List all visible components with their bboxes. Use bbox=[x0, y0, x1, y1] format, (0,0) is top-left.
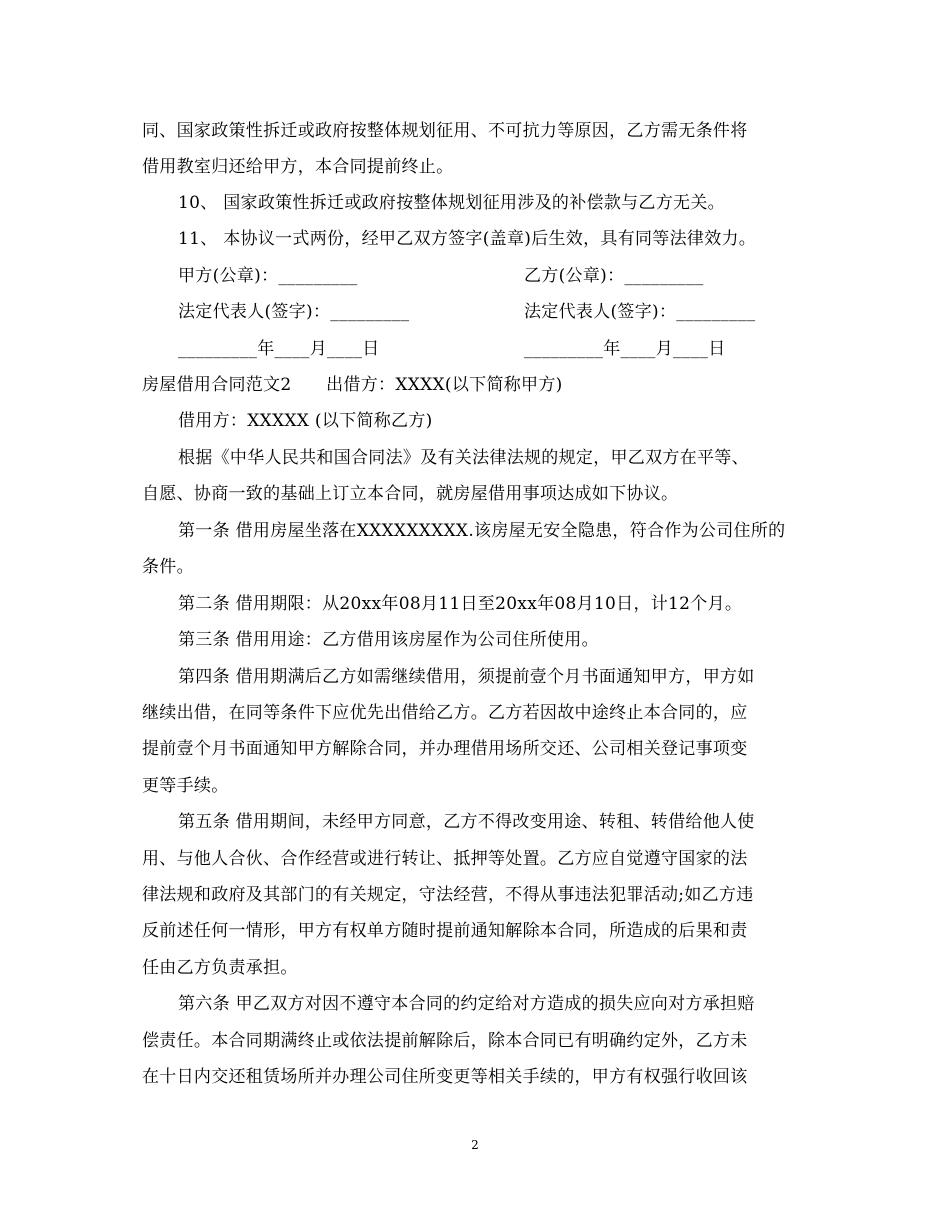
paragraph-line: 更等手续。 bbox=[142, 776, 229, 796]
page-number: 2 bbox=[471, 1138, 479, 1152]
paragraph-line: 反前述任何一情形，甲方有权单方随时提前通知解除本合同，所造成的后果和责 bbox=[142, 921, 748, 941]
paragraph-line: 继续出借，在同等条件下应优先出借给乙方。乙方若因故中途终止本合同的，应 bbox=[142, 703, 748, 723]
paragraph-line: 任由乙方负责承担。 bbox=[142, 958, 298, 978]
paragraph-line: 在十日内交还租赁场所并办理公司住所变更等相关手续的，甲方有权强行收回该 bbox=[142, 1067, 748, 1087]
paragraph-line: 根据《中华人民共和国合同法》及有关法律法规的规定，甲乙双方在平等、 bbox=[178, 448, 749, 468]
paragraph-line: 条件。 bbox=[142, 557, 194, 577]
article-4: 第四条 借用期满后乙方如需继续借用，须提前壹个月书面通知甲方，甲方如 bbox=[178, 667, 755, 687]
paragraph-line: 同、国家政策性拆迁或政府按整体规划征用、不可抗力等原因，乙方需无条件将 bbox=[142, 121, 748, 141]
party-a-date: _________年____月____日 bbox=[178, 339, 380, 359]
party-b-seal: 乙方(公章)：_________ bbox=[524, 266, 704, 286]
paragraph-line: 律法规和政府及其部门的有关规定，守法经营，不得从事违法犯罪活动;如乙方违 bbox=[142, 885, 754, 905]
paragraph-line: 借用教室归还给甲方，本合同提前终止。 bbox=[142, 157, 454, 177]
paragraph-line: 提前壹个月书面通知甲方解除合同，并办理借用场所交还、公司相关登记事项变 bbox=[142, 739, 748, 759]
clause-11: 11、 本协议一式两份，经甲乙双方签字(盖章)后生效，具有同等法律效力。 bbox=[178, 229, 757, 249]
article-5: 第五条 借用期间，未经甲方同意，乙方不得改变用途、转租、转借给他人使 bbox=[178, 812, 755, 832]
party-a-representative: 法定代表人(签字)：_________ bbox=[178, 302, 410, 322]
party-b-representative: 法定代表人(签字)：_________ bbox=[524, 302, 756, 322]
article-2: 第二条 借用期限：从20xx年08月11日至20xx年08月10日，计12个月。 bbox=[178, 594, 743, 614]
party-a-seal: 甲方(公章)：_________ bbox=[178, 266, 358, 286]
clause-10: 10、 国家政策性拆迁或政府按整体规划征用涉及的补偿款与乙方无关。 bbox=[178, 193, 725, 213]
article-6: 第六条 甲乙双方对因不遵守本合同的约定给对方造成的损失应向对方承担赔 bbox=[178, 994, 755, 1014]
paragraph-line: 用、与他人合伙、合作经营或进行转让、抵押等处置。乙方应自觉遵守国家的法 bbox=[142, 849, 748, 869]
borrower-line: 借用方：XXXXX (以下简称乙方) bbox=[178, 411, 433, 431]
section-heading: 房屋借用合同范文2 出借方：XXXX(以下简称甲方) bbox=[142, 375, 563, 395]
paragraph-line: 偿责任。本合同期满终止或依法提前解除后，除本合同已有明确约定外，乙方未 bbox=[142, 1031, 748, 1051]
party-b-date: _________年____月____日 bbox=[524, 339, 726, 359]
article-3: 第三条 借用用途：乙方借用该房屋作为公司住所使用。 bbox=[178, 630, 599, 650]
article-1: 第一条 借用房屋坐落在XXXXXXXXX.该房屋无安全隐患，符合作为公司住所的 bbox=[178, 521, 786, 541]
paragraph-line: 自愿、协商一致的基础上订立本合同，就房屋借用事项达成如下协议。 bbox=[142, 484, 679, 504]
